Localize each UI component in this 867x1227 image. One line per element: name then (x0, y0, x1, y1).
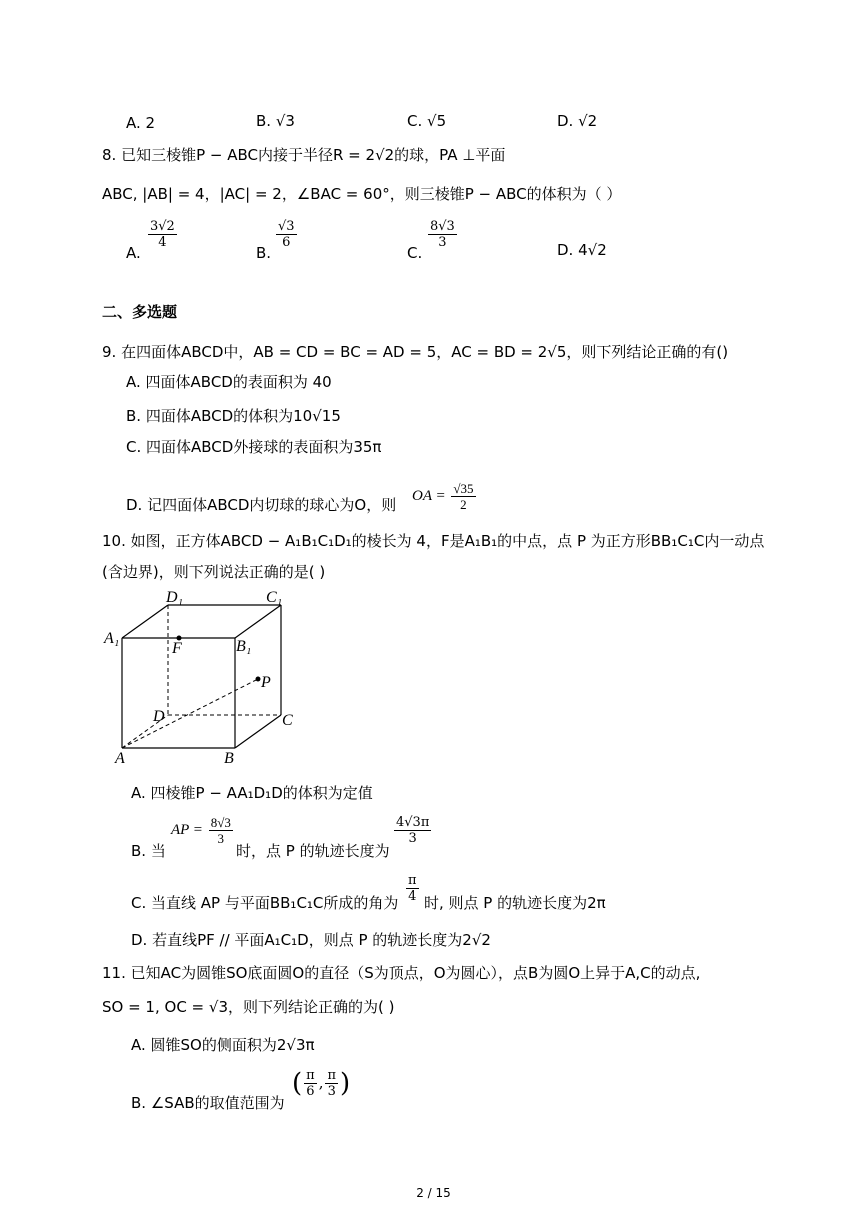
label-d: D (153, 708, 165, 725)
q9-option-a: A. 四面体ABCD的表面积为 40 (126, 373, 332, 391)
q10-option-d: D. 若直线PF // 平面A₁C₁D，则点 P 的轨迹长度为2√2 (131, 931, 491, 949)
q7-option-c: C. √5 (407, 112, 447, 130)
q10-option-b-mid: 时，点 P 的轨迹长度为 (236, 842, 390, 860)
q7-option-d: D. √2 (557, 112, 598, 130)
q9-option-b: B. 四面体ABCD的体积为10√15 (126, 407, 341, 425)
q8-option-c: C. (407, 244, 423, 262)
section-title-multiple-choice: 二、多选题 (102, 303, 178, 321)
q7-option-b: B. √3 (256, 112, 295, 130)
label-b1: B₁ (236, 638, 252, 655)
edge-a1-d1 (122, 605, 168, 638)
q10-option-b-equation: AP = $\frac{8√3}{3}$ (171, 815, 231, 846)
q9-option-d: D. 记四面体ABCD内切球的球心为O，则 (126, 496, 397, 514)
q10-option-c-post: 时, 则点 P 的轨迹长度为2π (424, 894, 606, 912)
q8-option-a: A. (126, 244, 141, 262)
edge-b1-c1 (235, 605, 281, 638)
q7-option-a: A. 2 (126, 114, 156, 132)
q10-stem-line1: 10. 如图，正方体ABCD − A₁B₁C₁D₁的棱长为 4，F是A₁B₁的中点，点 P 为正方形BB₁C₁C内一动点 (102, 532, 765, 550)
point-p (256, 677, 261, 682)
label-a1: A₁ (104, 630, 120, 647)
q8-stem-line1: 8. 已知三棱锥P − ABC内接于半径R = 2√2的球，PA ⊥平面 (102, 146, 506, 164)
q10-option-b-pre: B. 当 (131, 842, 166, 860)
q11-option-b-pre: B. ∠SAB的取值范围为 (131, 1094, 285, 1112)
label-c1: C₁ (266, 589, 283, 606)
q9-option-d-equation: OA = $\frac{√35}{2}$ (412, 481, 474, 512)
label-f: F (172, 640, 182, 657)
segment-a-p (122, 679, 258, 748)
label-a: A (115, 750, 125, 767)
q10-option-c-pre: C. 当直线 AP 与平面BB₁C₁C所成的角为 (131, 894, 399, 912)
q8-option-b-fraction: $\frac{√3}{6}$ (278, 219, 295, 250)
label-d1: D₁ (166, 589, 184, 606)
q10-option-b-result: $\frac{4√3\pi}{3}$ (396, 815, 430, 846)
q10-option-a: A. 四棱锥P − AA₁D₁D的体积为定值 (131, 784, 373, 802)
label-b: B (224, 750, 234, 767)
page-number: 2 / 15 (416, 1186, 451, 1200)
label-p: P (261, 674, 271, 691)
q8-option-a-fraction: $\frac{3√2}{4}$ (150, 219, 175, 250)
q11-option-b-range: ( $\frac{\pi}{6}$ , $\frac{\pi}{3}$ ) (292, 1068, 351, 1099)
cube-figure (100, 585, 310, 770)
edge-b-c (235, 715, 281, 748)
q8-option-b: B. (256, 244, 272, 262)
q9-option-c: C. 四面体ABCD外接球的表面积为35π (126, 438, 382, 456)
q9-stem: 9. 在四面体ABCD中，AB = CD = BC = AD = 5，AC = BD = 2√5，则下列结论正确的有() (102, 343, 729, 361)
q11-option-a: A. 圆锥SO的侧面积为2√3π (131, 1036, 315, 1054)
q8-stem-line2: ABC, |AB| = 4，|AC| = 2，∠BAC = 60°，则三棱锥P − ABC的体积为（ ） (102, 185, 622, 203)
q10-stem-line2: (含边界)，则下列说法正确的是( ) (102, 563, 326, 581)
q11-stem-line1: 11. 已知AC为圆锥SO底面圆O的直径（S为顶点，O为圆心），点B为圆O上异于A,C的动点, (102, 964, 701, 982)
label-c: C (282, 712, 293, 729)
q11-stem-line2: SO = 1, OC = √3，则下列结论正确的为( ) (102, 998, 395, 1016)
q8-option-d: D. 4√2 (557, 241, 607, 259)
q8-option-c-fraction: $\frac{8√3}{3}$ (430, 219, 455, 250)
q10-option-c-angle: $\frac{\pi}{4}$ (408, 873, 417, 904)
